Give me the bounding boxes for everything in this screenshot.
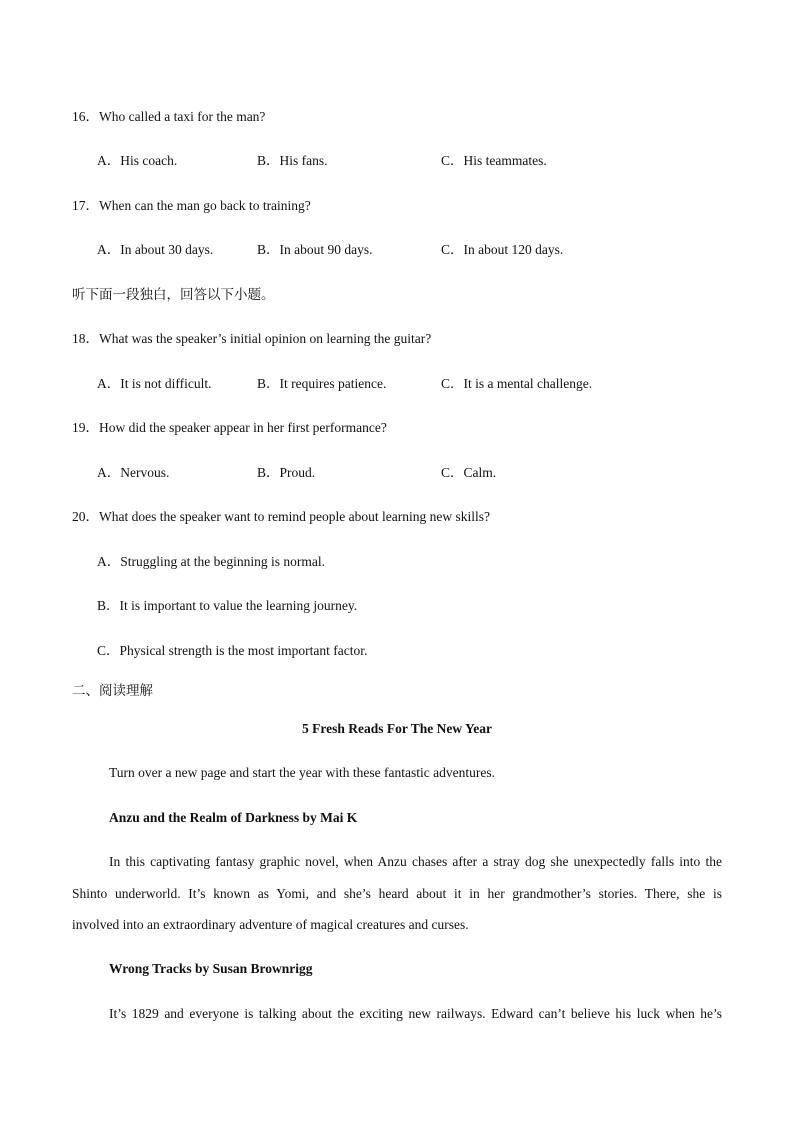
q19-option-c: C．Calm. xyxy=(441,465,497,480)
question-20: 20．What does the speaker want to remind people about learning new skills? xyxy=(72,509,491,524)
q16-option-a: A．His coach. xyxy=(97,153,178,168)
q20-option-b: B．It is important to value the learning journey. xyxy=(97,598,358,613)
book-2-line-1: It’s 1829 and everyone is talking about the exciting new railways. Edward can’t believe his luck when he’s xyxy=(109,1006,722,1021)
q18-option-b: B．It requires patience. xyxy=(257,376,387,391)
book-1-line-3: involved into an extraordinary adventure of magical creatures and curses. xyxy=(72,917,469,932)
question-18: 18．What was the speaker’s initial opinion on learning the guitar? xyxy=(72,331,432,346)
book-2-paragraph xyxy=(72,1004,722,1036)
book-1-line-2: Shinto underworld. It’s known as Yomi, and she’s heard about it in her grandmother’s stories. There, she is xyxy=(72,885,722,901)
q20-option-c: C．Physical strength is the most important factor. xyxy=(97,643,368,658)
q17-option-b: B．In about 90 days. xyxy=(257,242,373,257)
book-1-line-1: In this captivating fantasy graphic novel, when Anzu chases after a stray dog she unexpectedly falls into the xyxy=(109,854,722,869)
q19-option-b: B．Proud. xyxy=(257,465,316,480)
question-16: 16．Who called a taxi for the man? xyxy=(72,109,266,124)
q16-option-c: C．His teammates. xyxy=(441,153,547,168)
book-1-heading: Anzu and the Realm of Darkness by Mai K xyxy=(109,810,358,825)
q17-option-c: C．In about 120 days. xyxy=(441,242,564,257)
monologue-instruction: 听下面一段独白，回答以下小题。 xyxy=(72,287,275,303)
section-heading: 二、阅读理解 xyxy=(72,683,153,699)
article-title: 5 Fresh Reads For The New Year xyxy=(302,721,492,736)
book-2-heading: Wrong Tracks by Susan Brownrigg xyxy=(109,961,313,976)
article-intro: Turn over a new page and start the year with these fantastic adventures. xyxy=(109,765,495,780)
question-17: 17．When can the man go back to training? xyxy=(72,198,311,213)
question-19: 19．How did the speaker appear in her first performance? xyxy=(72,420,387,435)
q18-option-c: C．It is a mental challenge. xyxy=(441,376,593,391)
book-1-paragraph xyxy=(72,852,722,947)
q18-option-a: A．It is not difficult. xyxy=(97,376,212,391)
q19-option-a: A．Nervous. xyxy=(97,465,170,480)
q16-option-b: B．His fans. xyxy=(257,153,328,168)
q17-option-a: A．In about 30 days. xyxy=(97,242,214,257)
q20-option-a: A．Struggling at the beginning is normal. xyxy=(97,554,325,569)
